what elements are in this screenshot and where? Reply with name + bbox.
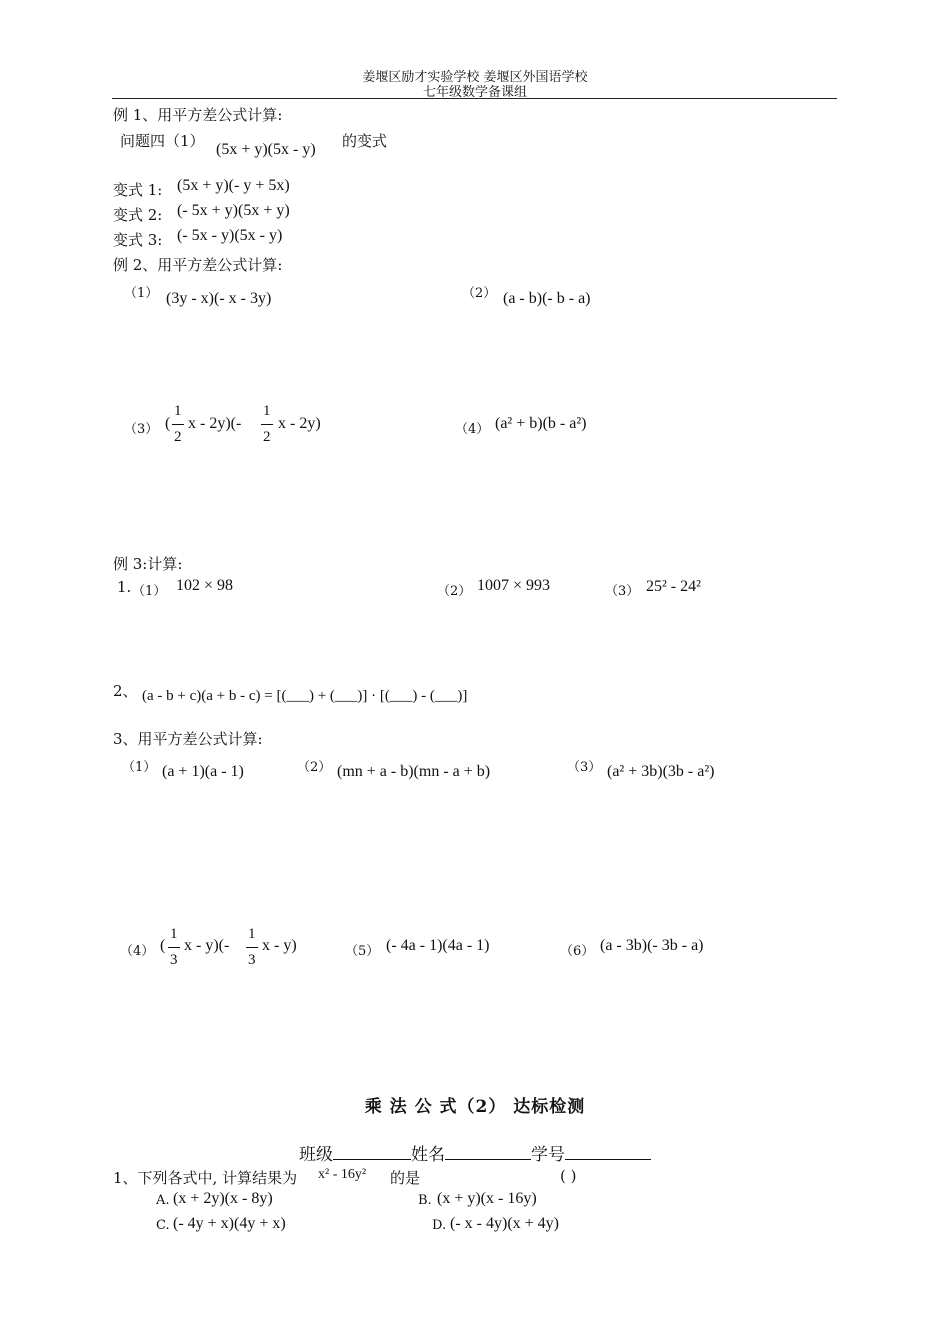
q3-item4-open: ( bbox=[160, 937, 166, 954]
test-title: 乘 法 公 式（2） 达标检测 bbox=[364, 1097, 586, 1117]
header-group-name: 七年级数学备课组 bbox=[422, 85, 527, 100]
ex2-item3-frac1-num: 1 bbox=[174, 403, 182, 419]
ex2-item3-mid: x - 2y)(- bbox=[188, 415, 242, 432]
ex2-label: 例 2、用平方差公式计算: bbox=[113, 256, 283, 274]
q3-item4-frac1-num: 1 bbox=[170, 926, 178, 942]
q3-item5-expr: (- 4a - 1)(4a - 1) bbox=[386, 937, 490, 954]
option-b-expr: (x + y)(x - 16y) bbox=[437, 1190, 537, 1207]
ex3-item1-expr: 102 × 98 bbox=[176, 577, 234, 594]
option-a-label: A. bbox=[156, 1193, 170, 1208]
ex2-item3-frac1-bar bbox=[172, 424, 184, 425]
ex1-label: 例 1、用平方差公式计算: bbox=[113, 106, 283, 124]
ex2-item1-expr: (3y - x)(- x - 3y) bbox=[166, 290, 272, 307]
ex3-q2-num: 2、 bbox=[113, 682, 138, 700]
q3-item4-frac2-num: 1 bbox=[248, 926, 256, 942]
id-blank[interactable] bbox=[565, 1143, 651, 1160]
ex3-item1-num: （1） bbox=[132, 584, 167, 599]
ex1-q4-suffix: 的变式 bbox=[342, 132, 388, 150]
name-label: 姓名 bbox=[411, 1145, 445, 1165]
q3-item4-frac1-bar bbox=[168, 947, 180, 948]
student-info-row bbox=[0, 1140, 950, 1165]
ex2-item2-expr: (a - b)(- b - a) bbox=[503, 290, 591, 307]
q3-item4-frac2-bar bbox=[246, 947, 258, 948]
test-q1-text: 1、下列各式中, 计算结果为 bbox=[113, 1169, 298, 1187]
q3-item6-expr: (a - 3b)(- 3b - a) bbox=[600, 937, 704, 954]
ex2-item4-expr: (a² + b)(b - a²) bbox=[495, 415, 587, 432]
header-divider bbox=[112, 98, 837, 99]
test-q1-target: x² - 16y² bbox=[318, 1167, 367, 1182]
ex2-item3-frac1-den: 2 bbox=[174, 429, 182, 445]
ex2-item3-frac2-bar bbox=[261, 424, 273, 425]
class-blank[interactable] bbox=[333, 1143, 411, 1160]
q3-item2-num: （2） bbox=[297, 760, 332, 775]
variant-1-expr: (5x + y)(- y + 5x) bbox=[177, 177, 290, 194]
q3-item4-num: （4） bbox=[120, 944, 155, 959]
q3-item1-expr: (a + 1)(a - 1) bbox=[162, 763, 244, 780]
option-a-expr: (x + 2y)(x - 8y) bbox=[173, 1190, 273, 1207]
ex2-item3-frac2-num: 1 bbox=[263, 403, 271, 419]
q3-item1-num: （1） bbox=[122, 760, 157, 775]
ex3-item3-num: （3） bbox=[605, 584, 640, 599]
option-c-label: C. bbox=[156, 1218, 170, 1233]
ex2-item2-num: （2） bbox=[462, 286, 497, 301]
test-q1-answer-paren[interactable]: ( ) bbox=[560, 1167, 577, 1185]
ex2-item1-num: （1） bbox=[124, 286, 159, 301]
id-label: 学号 bbox=[531, 1145, 565, 1165]
option-d-expr: (- x - 4y)(x + 4y) bbox=[450, 1215, 559, 1232]
name-blank[interactable] bbox=[445, 1143, 531, 1160]
ex2-item3-num: （3） bbox=[124, 422, 159, 437]
option-b-label: B. bbox=[418, 1193, 432, 1208]
variant-3-expr: (- 5x - y)(5x - y) bbox=[177, 227, 283, 244]
q3-item5-num: （5） bbox=[345, 944, 380, 959]
ex3-item3-expr: 25² - 24² bbox=[646, 578, 701, 595]
q3-item4-end: x - y) bbox=[262, 937, 297, 954]
class-label: 班级 bbox=[299, 1145, 333, 1165]
q3-item3-num: （3） bbox=[567, 760, 602, 775]
q3-item6-num: （6） bbox=[560, 944, 595, 959]
header-school-names: 姜堰区励才实验学校 姜堰区外国语学校 bbox=[362, 70, 588, 85]
option-c-expr: (- 4y + x)(4y + x) bbox=[173, 1215, 286, 1232]
ex2-item3-end: x - 2y) bbox=[278, 415, 321, 432]
ex3-item2-num: （2） bbox=[437, 584, 472, 599]
ex2-item4-num: （4） bbox=[455, 422, 490, 437]
ex2-item3-open: ( bbox=[165, 415, 171, 432]
ex3-q1-prefix: 1. bbox=[117, 578, 132, 596]
q3-item4-frac2-den: 3 bbox=[248, 952, 256, 968]
variant-2-expr: (- 5x + y)(5x + y) bbox=[177, 202, 290, 219]
option-d-label: D. bbox=[432, 1218, 447, 1233]
ex2-item3-frac2-den: 2 bbox=[263, 429, 271, 445]
test-q1-suffix: 的是 bbox=[390, 1169, 421, 1187]
ex3-label: 例 3:计算: bbox=[113, 555, 183, 573]
q3-item4-frac1-den: 3 bbox=[170, 952, 178, 968]
q3-item2-expr: (mn + a - b)(mn - a + b) bbox=[337, 763, 491, 780]
ex3-q3-label: 3、用平方差公式计算: bbox=[113, 730, 263, 748]
ex1-q4-label: 问题四（1） bbox=[120, 132, 205, 150]
variant-3-label: 变式 3: bbox=[113, 231, 163, 249]
variant-1-label: 变式 1: bbox=[113, 181, 163, 199]
ex3-q2-expr: (a - b + c)(a + b - c) = [(___) + (___)] · [(___) - (___)] bbox=[142, 688, 468, 704]
q3-item3-expr: (a² + 3b)(3b - a²) bbox=[607, 763, 715, 780]
ex1-q4-expr: (5x + y)(5x - y) bbox=[216, 141, 316, 158]
q3-item4-mid: x - y)(- bbox=[184, 937, 230, 954]
ex3-item2-expr: 1007 × 993 bbox=[477, 577, 551, 594]
variant-2-label: 变式 2: bbox=[113, 206, 163, 224]
